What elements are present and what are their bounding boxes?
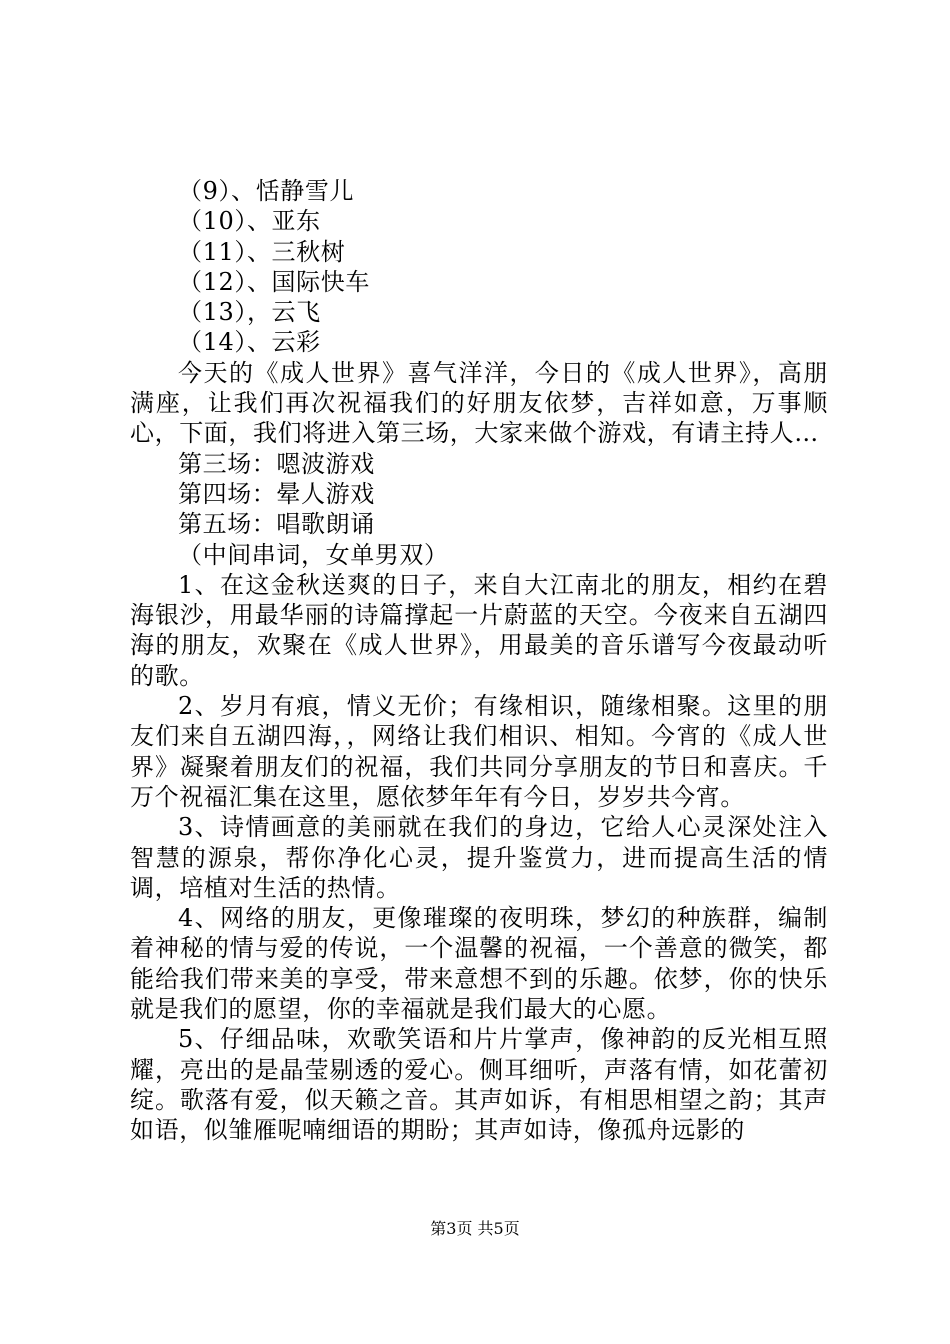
list-item: （11）、三秋树 <box>178 237 346 266</box>
list-item: （10）、亚东 <box>178 207 321 236</box>
paragraph: 4、网络的朋友，更像璀璨的夜明珠，梦幻的种族群，编制着神秘的情与爱的传说，一个温馨的祝福，一个善意的微笑，都能给我们带来美的享受，带来意想不到的乐趣。依梦，你的快乐就是我们的愿望，你的幸福就是我们最大的心愿。 <box>130 904 828 1024</box>
list-item: （9）、恬静雪儿 <box>178 177 355 205</box>
paragraph: 3、诗情画意的美丽就在我们的身边，它给人心灵深处注入智慧的源泉，帮你净化心灵，提升鉴赏力，进而提高生活的情调，培植对生活的热情。 <box>130 813 828 902</box>
list-item: （14）、云彩 <box>178 328 321 357</box>
section-heading: 第四场：晕人游戏 <box>178 479 375 508</box>
document-body <box>130 176 828 1146</box>
intro-paragraph: 今天的《成人世界》喜气洋洋，今日的《成人世界》，高朋满座，让我们再次祝福我们的好朋友依梦，吉祥如意，万事顺心，下面，我们将进入第三场，大家来做个游戏，有请主持人… <box>130 358 828 448</box>
section-note: （中间串词，女单男双） <box>178 540 449 569</box>
paragraph: 2、岁月有痕，情义无价；有缘相识，随缘相聚。这里的朋友们来自五湖四海，，网络让我们相识、相知。今宵的《成人世界》凝聚着朋友们的祝福，我们共同分享朋友的节日和喜庆。千万个祝福汇集在这里，愿依梦年年有今日，岁岁共今宵。 <box>130 692 828 811</box>
section-heading: 第三场：嗯波游戏 <box>178 449 375 478</box>
list-item: （12）、国际快车 <box>178 267 370 296</box>
page-footer: 第3页 共5页 <box>430 1219 520 1238</box>
list-item: （13），云飞 <box>178 298 321 327</box>
section-heading: 第五场：唱歌朗诵 <box>178 510 375 539</box>
paragraph: 5、仔细品味，欢歌笑语和片片掌声，像神韵的反光相互照耀，亮出的是晶莹剔透的爱心。侧耳细听，声落有情，如花蕾初绽。歌落有爱，似天籁之音。其声如诉，有相思相望之韵；其声如语，似雏雁呢喃细语的期盼；其声如诗，像孤舟远影的 <box>130 1025 828 1145</box>
paragraph: 1、在这金秋送爽的日子，来自大江南北的朋友，相约在碧海银沙，用最华丽的诗篇撑起一片蔚蓝的天空。今夜来自五湖四海的朋友，欢聚在《成人世界》，用最美的音乐谱写今夜最动听的歌。 <box>130 570 828 690</box>
